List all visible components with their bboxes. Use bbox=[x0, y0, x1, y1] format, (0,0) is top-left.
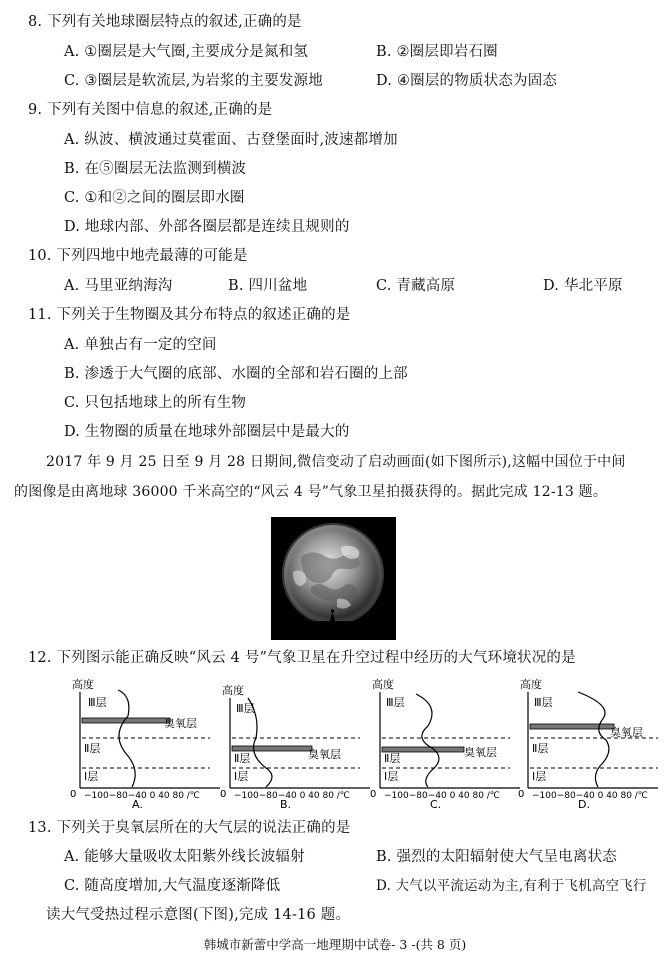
chart-a-layer2-label: Ⅱ层 bbox=[84, 742, 101, 755]
question-8-option-d: D. ④圈层的物质状态为固态 bbox=[376, 73, 558, 89]
chart-a bbox=[70, 676, 220, 808]
chart-a-y-label: 高度 bbox=[72, 678, 94, 691]
question-10-option-b: B. 四川盆地 bbox=[228, 278, 308, 294]
question-11-option-a: A. 单独占有一定的空间 bbox=[64, 337, 217, 353]
chart-d-y-label: 高度 bbox=[520, 678, 542, 691]
chart-d-temperature-curve bbox=[578, 692, 609, 787]
chart-c bbox=[370, 676, 520, 808]
question-8-option-a: A. ①圈层是大气圈,主要成分是氮和氢 bbox=[64, 44, 309, 60]
passage-line-1: 2017 年 9 月 25 日至 9 月 28 日期间,微信变动了启动画面(如下图所示),这幅中国位于中间 bbox=[46, 454, 626, 470]
question-11-option-b: B. 渗透于大气圈的底部、水圈的全部和岩石圈的上部 bbox=[64, 366, 408, 382]
chart-a-x-ticks: −100−80−40 0 40 80 /℃ bbox=[84, 791, 200, 801]
chart-c-ozone-label: 臭氧层 bbox=[464, 746, 497, 759]
chart-b-origin: 0 bbox=[220, 789, 227, 800]
chart-c-temperature-curve bbox=[416, 694, 439, 787]
question-13-option-c: C. 随高度增加,大气温度逐渐降低 bbox=[64, 878, 281, 894]
question-10-option-d: D. 华北平原 bbox=[543, 278, 623, 294]
question-11-option-d: D. 生物圈的质量在地球外部圈层中是最大的 bbox=[64, 424, 350, 440]
question-8-option-b: B. ②圈层即岩石圈 bbox=[376, 44, 498, 60]
chart-d bbox=[518, 676, 668, 808]
question-13-option-d: D. 大气以平流运动为主,有利于飞机高空飞行 bbox=[376, 878, 647, 894]
chart-c-y-label: 高度 bbox=[372, 678, 394, 691]
chart-b-layer3-label: Ⅲ层 bbox=[236, 702, 255, 715]
chart-b-ozone-band bbox=[232, 746, 312, 751]
question-11-option-c: C. 只包括地球上的所有生物 bbox=[64, 395, 247, 411]
chart-d-ozone-label: 臭氧层 bbox=[610, 726, 643, 739]
chart-d-layer1-label: Ⅰ层 bbox=[532, 770, 547, 783]
question-9-option-c: C. ①和②之间的圈层即水圈 bbox=[64, 190, 245, 206]
chart-b-option-label: B. bbox=[280, 798, 292, 808]
chart-d-x-ticks: −100−80−40 0 40 80 /℃ bbox=[532, 791, 648, 801]
chart-c-layer1-label: Ⅰ层 bbox=[384, 770, 399, 783]
question-11-stem: 11. 下列关于生物圈及其分布特点的叙述正确的是 bbox=[28, 307, 351, 323]
chart-c-option-label: C. bbox=[430, 798, 442, 808]
question-9-stem: 9. 下列有关图中信息的叙述,正确的是 bbox=[28, 102, 273, 118]
question-8-stem: 8. 下列有关地球圈层特点的叙述,正确的是 bbox=[28, 14, 302, 30]
question-13-stem: 13. 下列关于臭氧层所在的大气层的说法正确的是 bbox=[28, 820, 351, 836]
chart-a-origin: 0 bbox=[70, 789, 77, 800]
question-8-option-c: C. ③圈层是软流层,为岩浆的主要发源地 bbox=[64, 73, 323, 89]
chart-c-x-ticks: −100−80−40 0 40 80 /℃ bbox=[384, 791, 500, 801]
earth-image bbox=[271, 517, 396, 640]
chart-d-option-label: D. bbox=[578, 798, 590, 808]
chart-b-y-label: 高度 bbox=[222, 684, 244, 697]
chart-b-layer2-label: Ⅱ层 bbox=[234, 752, 251, 765]
chart-b-x-ticks: −100−80−40 0 40 80 /℃ bbox=[234, 791, 350, 801]
question-9-option-b: B. 在⑤圈层无法监测到横波 bbox=[64, 161, 247, 177]
question-10-option-a: A. 马里亚纳海沟 bbox=[64, 278, 173, 294]
question-10-option-c: C. 青藏高原 bbox=[376, 278, 456, 294]
question-13-option-b: B. 强烈的太阳辐射使大气呈电离状态 bbox=[376, 849, 617, 865]
question-9-option-a: A. 纵波、横波通过莫霍面、古登堡面时,波速都增加 bbox=[64, 132, 398, 148]
chart-a-ozone-label: 臭氧层 bbox=[164, 717, 197, 730]
chart-d-layer3-label: Ⅲ层 bbox=[534, 696, 553, 709]
chart-a-option-label: A. bbox=[132, 798, 143, 808]
chart-d-layer2-label: Ⅱ层 bbox=[532, 742, 549, 755]
chart-c-layer2-label: Ⅱ层 bbox=[384, 752, 401, 765]
earth-globe-graphic bbox=[271, 517, 396, 640]
chart-a-layer1-label: Ⅰ层 bbox=[84, 770, 99, 783]
page-footer: 韩城市新蕾中学高一地理期中试卷- 3 -(共 8 页) bbox=[203, 937, 467, 952]
chart-b bbox=[220, 676, 370, 808]
question-12-stem: 12. 下列图示能正确反映“风云 4 号”气象卫星在升空过程中经历的大气环境状况的是 bbox=[28, 650, 576, 666]
chart-a-layer3-label: Ⅲ层 bbox=[88, 696, 107, 709]
question-10-stem: 10. 下列四地中地壳最薄的可能是 bbox=[28, 248, 248, 264]
chart-d-origin: 0 bbox=[518, 789, 525, 800]
chart-c-origin: 0 bbox=[370, 789, 377, 800]
question-13-option-a: A. 能够大量吸收太阳紫外线长波辐射 bbox=[64, 849, 305, 865]
closing-instruction: 读大气受热过程示意图(下图),完成 14-16 题。 bbox=[46, 907, 351, 923]
question-9-option-d: D. 地球内部、外部各圈层都是连续且规则的 bbox=[64, 219, 350, 235]
passage-line-2: 的图像是由离地球 36000 千米高空的“风云 4 号”气象卫星拍摄获得的。据此完成 12-13 题。 bbox=[14, 484, 608, 500]
chart-c-layer3-label: Ⅲ层 bbox=[386, 696, 405, 709]
chart-d-ozone-band bbox=[530, 724, 614, 729]
chart-b-layer1-label: Ⅰ层 bbox=[234, 770, 249, 783]
chart-b-ozone-label: 臭氧层 bbox=[308, 748, 341, 761]
